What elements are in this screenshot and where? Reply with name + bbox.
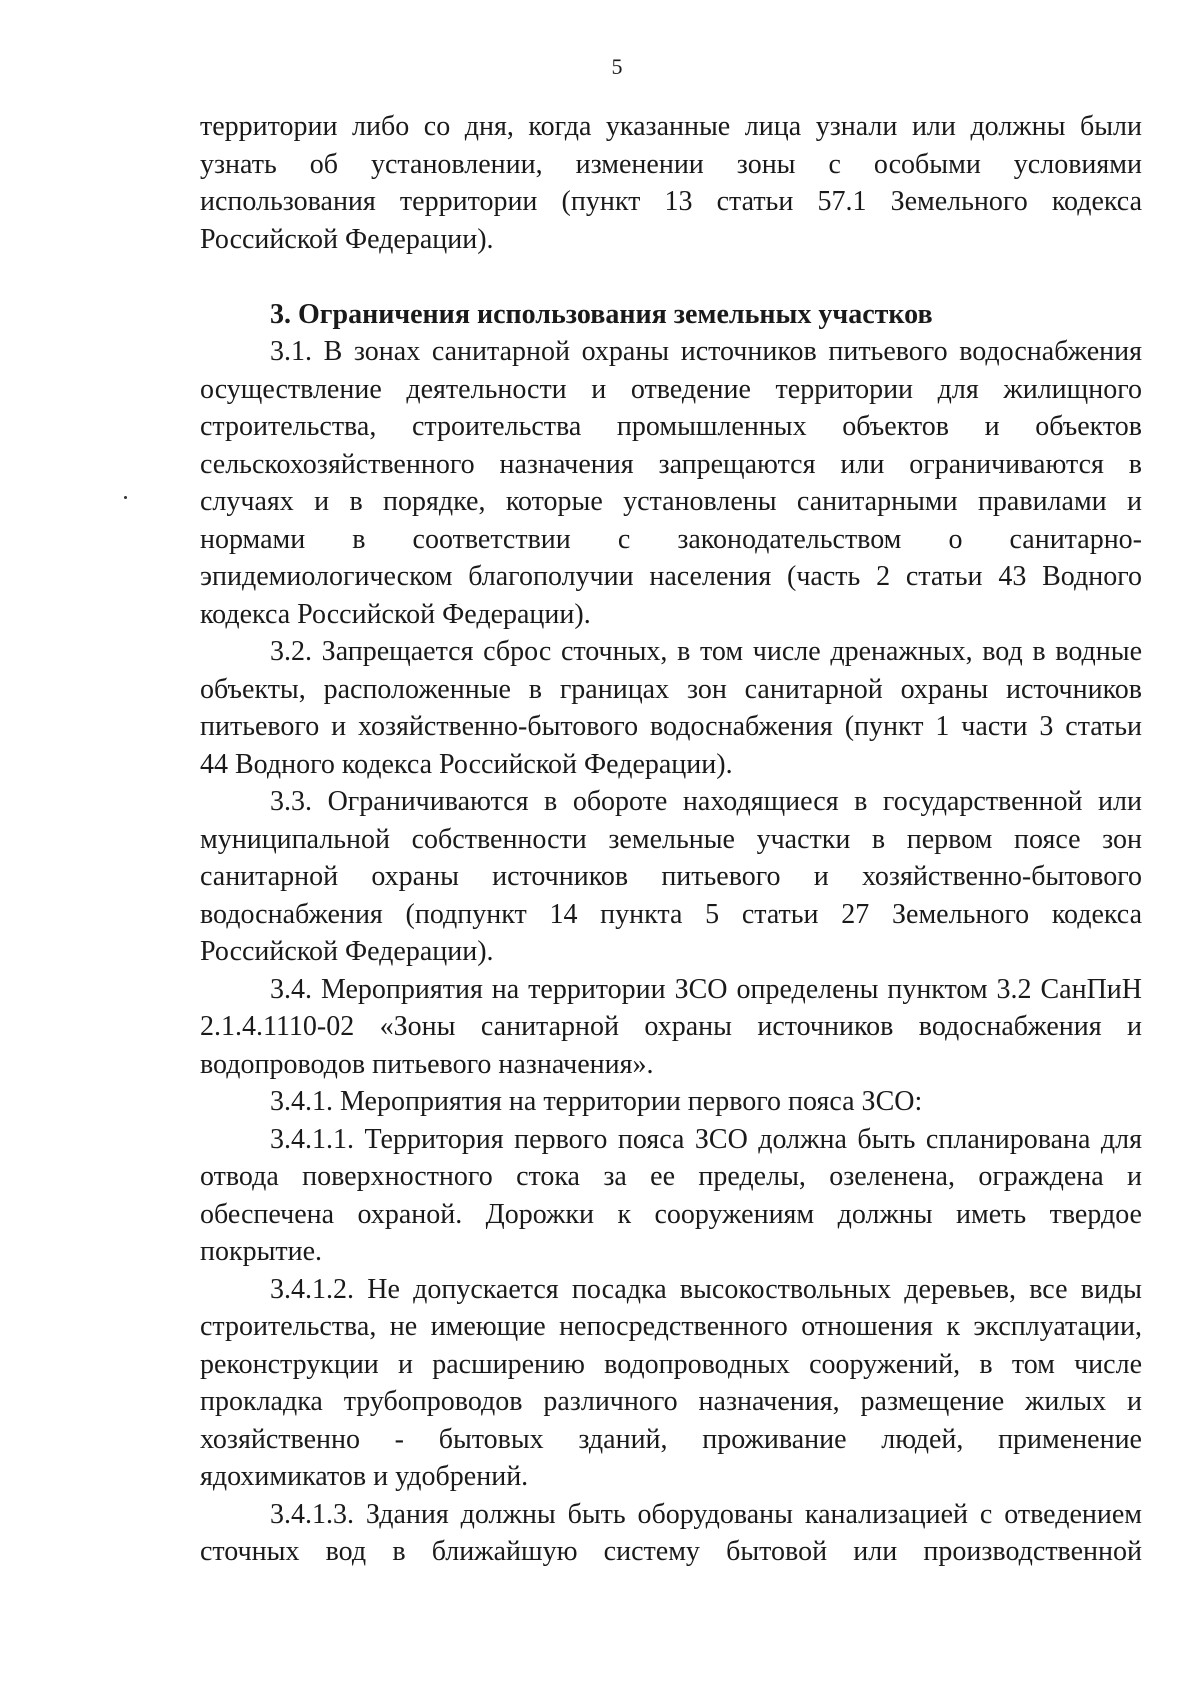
- blank-line: [200, 258, 1142, 296]
- text-line: объекты, расположенные в границах зон санитарной охраны источников: [200, 673, 1142, 705]
- text-line: строительства, не имеющие непосредственного отношения к эксплуатации,: [200, 1311, 1142, 1342]
- text-line: ядохимикатов и удобрений.: [200, 1461, 529, 1492]
- text-line: узнать об установлении, изменении зоны с особыми условиями: [200, 148, 1142, 180]
- text-line: Российской Федерации).: [200, 936, 494, 967]
- text-line: отвода поверхностного стока за ее пределы, озеленена, ограждена и: [200, 1161, 1142, 1192]
- text-line: покрытие.: [200, 1236, 323, 1267]
- text-line: реконструкции и расширению водопроводных сооружений, в том числе: [200, 1348, 1142, 1380]
- page-number: 5: [611, 54, 623, 79]
- text-line: 3.4.1.2. Не допускается посадка высокоствольных деревьев, все виды: [270, 1273, 1142, 1305]
- text-line: питьевого и хозяйственно-бытового водоснабжения (пункт 1 части 3 статьи: [200, 711, 1142, 742]
- text-line: муниципальной собственности земельные участки в первом поясе зон: [200, 823, 1142, 855]
- text-line: 3.2. Запрещается сброс сточных, в том числе дренажных, вод в водные: [270, 636, 1142, 667]
- paragraph: [200, 1271, 1142, 1496]
- text-line: Российской Федерации).: [200, 223, 494, 255]
- text-line: 3.4.1.3. Здания должны быть оборудованы канализацией с отведением: [270, 1498, 1142, 1530]
- text-line: 3.1. В зонах санитарной охраны источников питьевого водоснабжения: [270, 336, 1142, 367]
- text-line: осуществление деятельности и отведение территории для жилищного: [200, 373, 1142, 405]
- text-line: использования территории (пункт 13 статьи 57.1 Земельного кодекса: [200, 186, 1142, 217]
- paragraph: [200, 1083, 1142, 1121]
- intro-paragraph: [200, 108, 1142, 258]
- text-line: нормами в соответствии с законодательством о санитарно-: [200, 523, 1142, 555]
- scan-mark: [124, 496, 127, 499]
- document-body: [200, 108, 1142, 1571]
- paragraph: [200, 1496, 1142, 1571]
- paragraph: [200, 971, 1142, 1084]
- text-line: 44 Водного кодекса Российской Федерации).: [200, 748, 733, 780]
- text-line: строительства, строительства промышленных объектов и объектов: [200, 411, 1142, 442]
- text-line: 3.4.1. Мероприятия на территории первого пояса ЗСО:: [270, 1086, 923, 1117]
- text-line: кодекса Российской Федерации).: [200, 598, 591, 630]
- text-line: эпидемиологическом благополучии населения (часть 2 статьи 43 Водного: [200, 561, 1142, 592]
- text-line: случаях и в порядке, которые установлены санитарными правилами и: [200, 486, 1142, 517]
- text-line: прокладка трубопроводов различного назначения, размещение жилых и: [200, 1386, 1142, 1417]
- text-line: обеспечена охраной. Дорожки к сооружениям должны иметь твердое: [200, 1198, 1142, 1230]
- text-line: 2.1.4.1110-02 «Зоны санитарной охраны источников водоснабжения и: [200, 1011, 1142, 1042]
- text-line: водоснабжения (подпункт 14 пункта 5 статьи 27 Земельного кодекса: [200, 898, 1142, 930]
- text-line: санитарной охраны источников питьевого и хозяйственно-бытового: [200, 861, 1142, 892]
- paragraph: [200, 1121, 1142, 1271]
- text-line: 3.4.1.1. Территория первого пояса ЗСО должна быть спланирована для: [270, 1123, 1142, 1155]
- text-line: 3.3. Ограничиваются в обороте находящиеся в государственной или: [270, 786, 1142, 817]
- text-line: территории либо со дня, когда указанные лица узнали или должны были: [200, 111, 1142, 142]
- text-line: 3.4. Мероприятия на территории ЗСО определены пунктом 3.2 СанПиН: [270, 973, 1142, 1005]
- paragraph: [200, 783, 1142, 971]
- text-line: водопроводов питьевого назначения».: [200, 1048, 654, 1080]
- paragraph: [200, 633, 1142, 783]
- section-paragraphs: [200, 333, 1142, 1571]
- text-line: хозяйственно - бытовых зданий, проживание людей, применение: [200, 1423, 1142, 1455]
- paragraph: [200, 333, 1142, 633]
- section-heading: 3. Ограничения использования земельных участков: [270, 298, 933, 330]
- text-line: сельскохозяйственного назначения запрещаются или ограничиваются в: [200, 448, 1142, 480]
- text-line: сточных вод в ближайшую систему бытовой или производственной: [200, 1536, 1142, 1567]
